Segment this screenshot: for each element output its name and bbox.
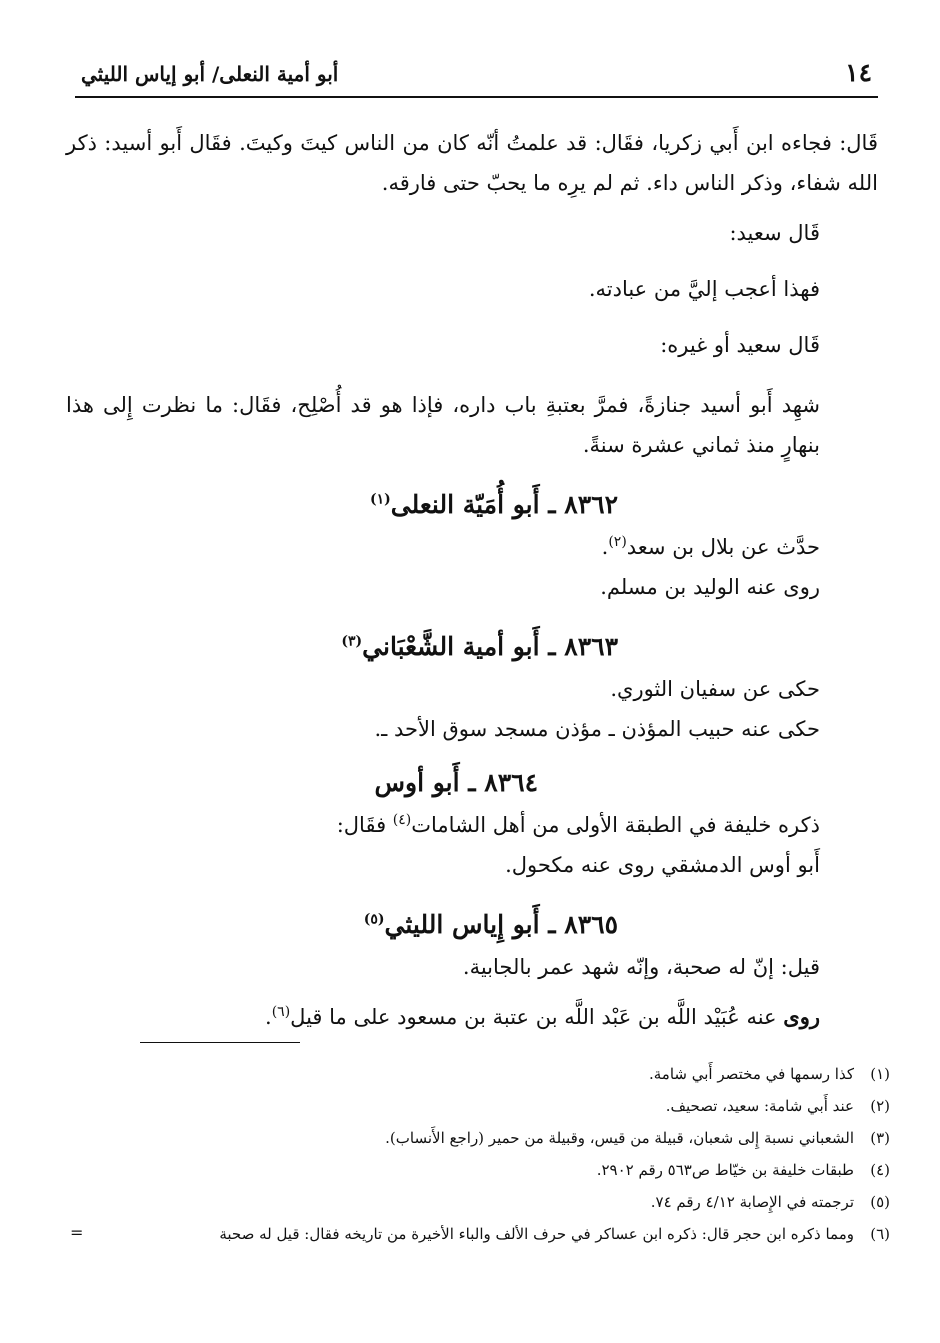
intro-paragraph-4: قَال سعيد أو غيره: xyxy=(660,333,820,357)
footnote-text: ترجمته في الإِصابة ٤/١٢ رقم ٧٤. xyxy=(650,1193,854,1211)
entry-text: حدَّث عن بلال بن سعد xyxy=(626,535,820,559)
footnote-text: ومما ذكره ابن حجر قال: ذكره ابن عساكر في حرف الألف والباء الأخيرة من تاريخه فقال: قيل له صحبة xyxy=(219,1225,854,1243)
footnote-ref: (٥) xyxy=(363,911,385,928)
footnote-text: كذا رسمها في مختصر أَبي شامة. xyxy=(648,1065,854,1083)
footnote-number: (٦) xyxy=(870,1225,890,1243)
footnote-ref: (٣) xyxy=(341,633,363,650)
footnote-text: عند أَبي شامة: سعيد، تصحيف. xyxy=(665,1097,854,1115)
main-text xyxy=(66,123,878,1037)
entry-line: قيل: إنّ له صحبة، وإنّه شهد عمر بالجابية. xyxy=(462,955,820,979)
entry-line xyxy=(66,805,878,845)
footnote-divider xyxy=(140,1042,300,1043)
entry-line: حكى عن سفيان الثوري. xyxy=(610,677,820,701)
footnote-ref: (٦) xyxy=(271,1004,291,1020)
footnote-text: الشعباني نسبة إِلى شعبان، قبيلة من قيس، وقبيلة من حمير (راجع الأَنساب). xyxy=(385,1129,854,1147)
footnote-4 xyxy=(70,1154,890,1186)
entry-heading-text: ٨٣٦٢ ـ أَبو أُمَيّة النعلى xyxy=(390,490,618,519)
footnote-ref: (١) xyxy=(369,491,391,508)
footnote-number: (٣) xyxy=(870,1129,890,1147)
footnote-number: (١) xyxy=(870,1065,890,1083)
entry-heading-8364 xyxy=(66,761,878,805)
entry-heading-8362 xyxy=(66,483,878,527)
entry-text: ذكره خليفة في الطبقة الأولى من أهل الشامات xyxy=(411,813,820,837)
footnote-6 xyxy=(70,1218,890,1250)
entry-line: روى عنه الوليد بن مسلم. xyxy=(600,575,820,599)
entry-line xyxy=(66,527,878,567)
running-title: أبو أمية النعلى/ أبو إياس الليثي xyxy=(81,62,339,86)
intro-paragraph-5: شهِد أَبو أسيد جنازةً، فمرَّ بعتبةِ باب داره، فإذا هو قد أُصْلِح، فقَال: ما نظرت إِلى هذا بنهارٍ منذ ثماني عشرة سنةً. xyxy=(66,393,820,457)
entry-heading-8363 xyxy=(66,625,878,669)
intro-paragraph-3: فهذا أعجب إليَّ من عبادته. xyxy=(588,277,820,301)
entry-line: حكى عنه حبيب المؤذن ـ مؤذن مسجد سوق الأحد ـ. xyxy=(374,717,820,741)
footnote-number: (٢) xyxy=(870,1097,890,1115)
footnote-number: (٥) xyxy=(870,1193,890,1211)
intro-paragraph-2: قَال سعيد: xyxy=(729,221,820,245)
entry-heading-8365 xyxy=(66,903,878,947)
footnote-3 xyxy=(70,1122,890,1154)
footnote-1 xyxy=(70,1058,890,1090)
footnote-number: (٤) xyxy=(870,1161,890,1179)
footnote-text: طبقات خليفة بن خيّاط ص٥٦٣ رقم ٢٩٠٢. xyxy=(596,1161,854,1179)
entry-bold-word: روى xyxy=(783,1004,820,1029)
intro-paragraph-1: قَال: فجاءه ابن أَبي زكريا، فقَال: قد علمتُ أنّه كان من الناس كيتَ وكيتَ. فقَال أَبو أسيد: ذكر الله شفاء، وذكر الناس داء. ثم لم يرِه ما يحبّ حتى فارقه. xyxy=(66,131,878,195)
footnote-ref: (٢) xyxy=(608,534,627,550)
page-number: ١٤ xyxy=(845,58,872,87)
footnote-ref: (٤) xyxy=(392,812,412,828)
continuation-mark: = xyxy=(70,1223,84,1242)
entry-heading-text: ٨٣٦٤ ـ أَبو أوس xyxy=(374,768,538,797)
footnotes xyxy=(70,1058,890,1250)
entry-heading-text: ٨٣٦٣ ـ أَبو أمية الشَّعْبَاني xyxy=(362,632,618,661)
running-header xyxy=(75,50,878,98)
entry-line xyxy=(66,997,878,1037)
footnote-5 xyxy=(70,1186,890,1218)
entry-text-end: . xyxy=(601,535,609,559)
entry-text: عنه عُبَيْد اللَّه بن عَبْد اللَّه بن عتبة بن مسعود على ما قيل xyxy=(290,1005,784,1029)
entry-line: أَبو أوس الدمشقي روى عنه مكحول. xyxy=(505,853,820,877)
entry-text-end: . xyxy=(265,1005,272,1029)
entry-text-end: فقَال: xyxy=(336,813,393,837)
entry-heading-text: ٨٣٦٥ ـ أَبو إِياس الليثي xyxy=(384,910,618,939)
footnote-2 xyxy=(70,1090,890,1122)
